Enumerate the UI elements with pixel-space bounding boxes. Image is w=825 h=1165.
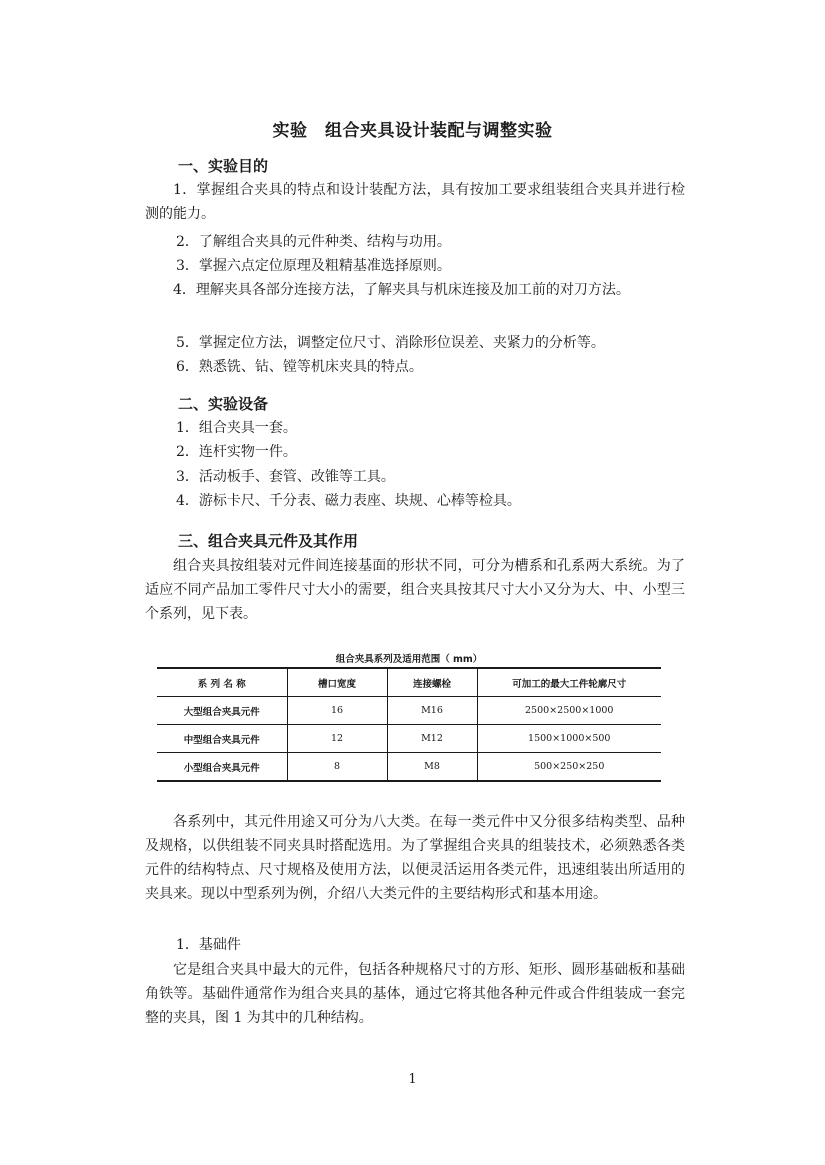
section-heading-equipment: 二、实验设备 — [178, 395, 269, 413]
table-caption: 组合夹具系列及适用范围（ mm） — [335, 654, 483, 665]
table-cell: 1500×1000×500 — [477, 725, 661, 753]
table-cell: 12 — [287, 725, 387, 753]
components-intro-paragraph: 组合夹具按组装对元件间连接基面的形状不同，可分为槽系和孔系两大系统。为了适应不同产品加工零件尺寸大小的需要，组合夹具按其尺寸大小又分为大、中、小型三个系列，见下表。 — [145, 558, 685, 622]
base-parts-paragraph: 它是组合夹具中最大的元件，包括各种规格尺寸的方形、矩形、圆形基础板和基础角铁等。基础件通常作为组合夹具的基体，通过它将其他各种元件或合件组装成一套完整的夹具，图 1 为其中的几种结构。 — [145, 962, 685, 1026]
table-cell: 中型组合夹具元件 — [157, 725, 287, 753]
table-row — [157, 753, 661, 782]
table-cell: 2500×2500×1000 — [477, 697, 661, 725]
section-heading-components: 三、组合夹具元件及其作用 — [178, 532, 359, 550]
document-title: 实验 组合夹具设计装配与调整实验 — [272, 121, 553, 141]
table-cell: M16 — [387, 697, 477, 725]
objective-item: 3．掌握六点定位原理及粗精基准选择原则。 — [176, 258, 451, 274]
table-cell: 500×250×250 — [477, 753, 661, 782]
components-paragraph: 各系列中，其元件用途又可分为八大类。在每一类元件中又分很多结构类型、品种及规格，以供组装不同夹具时搭配选用。为了掌握组合夹具的组装技术，必须熟悉各类元件的结构特点、尺寸规格及使用方法，以便灵活运用各类元件，迅速组装出所适用的夹具来。现以中型系列为例，介绍八大类元件的主要结构形式和基本用途。 — [145, 814, 685, 902]
table-cell: M8 — [387, 753, 477, 782]
objective-item: 5．掌握定位方法，调整定位尺寸、消除形位误差、夹紧力的分析等。 — [176, 335, 605, 351]
table-header-cell: 系 列 名 称 — [157, 668, 287, 697]
table-header-cell: 可加工的最大工件轮廓尺寸 — [477, 668, 661, 697]
section-heading-objectives: 一、实验目的 — [178, 157, 269, 175]
table-cell: M12 — [387, 725, 477, 753]
table-header-row — [157, 668, 661, 697]
equipment-item: 1．组合夹具一套。 — [176, 420, 297, 436]
fixture-series-table — [157, 667, 661, 782]
sub-heading-base-parts: 1．基础件 — [176, 937, 241, 953]
objective-item: 1．掌握组合夹具的特点和设计装配方法，具有按加工要求组装组合夹具并进行检测的能力。 — [145, 182, 685, 222]
equipment-item: 3．活动板手、套管、改锥等工具。 — [176, 469, 395, 485]
table-cell: 小型组合夹具元件 — [157, 753, 287, 782]
table-cell: 8 — [287, 753, 387, 782]
equipment-item: 4．游标卡尺、千分表、磁力表座、块规、心棒等检具。 — [176, 493, 521, 509]
table-cell: 16 — [287, 697, 387, 725]
page-number: 1 — [408, 1072, 417, 1087]
objective-item: 4．理解夹具各部分连接方法，了解夹具与机床连接及加工前的对刀方法。 — [173, 282, 630, 298]
objective-item: 2．了解组合夹具的元件种类、结构与功用。 — [176, 234, 451, 250]
table-header-cell: 连接螺栓 — [387, 668, 477, 697]
table-row — [157, 697, 661, 725]
table-cell: 大型组合夹具元件 — [157, 697, 287, 725]
table-row — [157, 725, 661, 753]
table-header-cell: 槽口宽度 — [287, 668, 387, 697]
objective-item: 6．熟悉铣、钻、镗等机床夹具的特点。 — [176, 359, 423, 375]
equipment-item: 2．连杆实物一件。 — [176, 444, 297, 460]
